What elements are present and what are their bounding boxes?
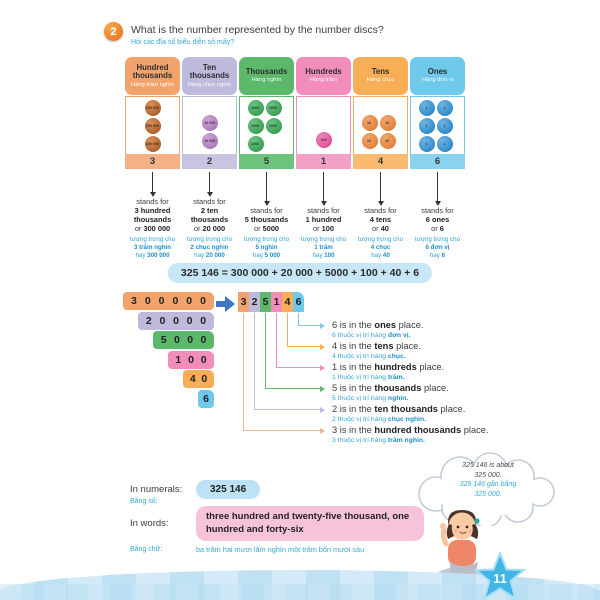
expanded-row: 2 0 0 0 0	[138, 312, 214, 330]
number-disc-1-icon: 1	[419, 118, 435, 134]
page-number: 11	[493, 571, 507, 586]
words-value-vietnamese: ba trăm hai mươi lăm nghìn một trăm bốn mươi sáu	[196, 545, 365, 554]
expanded-row: 5 0 0 0	[153, 331, 214, 349]
right-arrow-icon	[216, 296, 235, 317]
number-disc-1-icon: 1	[437, 118, 453, 134]
digit-cell: 6	[293, 292, 304, 312]
in-numerals-label: In numerals:	[130, 484, 183, 495]
column-header: Thousands Hàng nghìn	[239, 57, 294, 95]
number-disc-1-icon: 1	[437, 100, 453, 116]
number-disc-10-icon: 10	[362, 133, 378, 149]
column-header: Ten thousands Hàng chục nghìn	[182, 57, 237, 95]
place-line: 3 is in the hundred thousands place. 3 thuộc vị trí hàng trăm nghìn.	[332, 425, 489, 444]
number-disc-1000-icon: 1000	[266, 118, 282, 134]
number-disc-100000-icon: 100 000	[145, 136, 161, 152]
number-disc-1000-icon: 1000	[248, 136, 264, 152]
number-disc-100-icon: 100	[316, 132, 332, 148]
stands-for-hundred-thousands: stands for 3 hundred thousands or 300 000 tượng trưng cho 3 trăm nghìn hay 300 000	[125, 172, 180, 260]
number-disc-1-icon: 1	[419, 100, 435, 116]
column-header: Tens Hàng chục	[353, 57, 408, 95]
down-arrow-icon	[150, 172, 156, 197]
expanded-row: 4 0	[183, 370, 214, 388]
stands-for-row	[125, 172, 465, 260]
number-disc-100000-icon: 100 000	[145, 118, 161, 134]
in-numerals-label-vietnamese: Bằng số:	[130, 498, 158, 505]
column-header: Hundred thousands Hàng trăm nghìn	[125, 57, 180, 95]
number-disc-10000-icon: 10 000	[202, 115, 218, 131]
place-line: 6 is in the ones place. 6 thuộc vị trí hàng đơn vị.	[332, 320, 424, 339]
disc-area	[296, 96, 351, 154]
expanded-row: 1 0 0	[168, 351, 214, 369]
down-arrow-icon	[321, 172, 327, 206]
place-line: 5 is in the thousands place. 5 thuộc vị trí hàng nghìn.	[332, 383, 449, 402]
number-disc-1000-icon: 1000	[248, 118, 264, 134]
number-disc-10-icon: 10	[380, 133, 396, 149]
expanded-row: 3 0 0 0 0 0	[123, 292, 214, 310]
column-tens	[353, 57, 408, 169]
numerals-value: 325 146	[196, 480, 260, 499]
column-hundreds	[296, 57, 351, 169]
in-words-label: In words:	[130, 518, 169, 529]
disc-area	[182, 96, 237, 154]
thought-text: 325 146 is about 325 000. 325 146 gần bằng 325 000.	[459, 462, 517, 498]
digit-cell: 4	[282, 292, 293, 312]
expanded-row: 6	[198, 390, 214, 408]
place-line: 1 is in the hundreds place. 1 thuộc vị trí hàng trăm.	[332, 362, 445, 381]
digit-cell: 5	[260, 292, 271, 312]
place-line: 2 is in the ten thousands place. 2 thuộc vị trí hàng chục nghìn.	[332, 404, 466, 423]
expanded-form-bars	[122, 292, 214, 408]
down-arrow-icon	[378, 172, 384, 206]
stands-for-thousands: stands for 5 thousands or 5000 tượng trưng cho 5 nghìn hay 5 000	[239, 172, 294, 260]
page-number-star	[474, 552, 526, 600]
expansion-equation: 325 146 = 300 000 + 20 000 + 5000 + 100 + 40 + 6	[168, 263, 432, 283]
column-header: Ones Hàng đơn vị	[410, 57, 465, 95]
column-ones	[410, 57, 465, 169]
place-sentences	[332, 319, 572, 445]
disc-area	[410, 96, 465, 154]
disc-count: 2	[182, 154, 237, 169]
digit-cell: 3	[238, 292, 249, 312]
place-line: 4 is in the tens place. 4 thuộc vị trí hàng chục.	[332, 341, 421, 360]
question-text: What is the number represented by the number discs?	[131, 24, 384, 36]
disc-area	[353, 96, 408, 154]
down-arrow-icon	[264, 172, 270, 206]
number-disc-100000-icon: 100 000	[145, 100, 161, 116]
column-ten-thousands	[182, 57, 237, 169]
stands-for-ones: stands for 6 ones or 6 tượng trưng cho 6 đơn vị hay 6	[410, 172, 465, 260]
disc-count: 6	[410, 154, 465, 169]
number-disc-10-icon: 10	[380, 115, 396, 131]
words-value: three hundred and twenty-five thousand, one hundred and forty-six	[196, 506, 424, 541]
disc-count: 3	[125, 154, 180, 169]
disc-area	[125, 96, 180, 154]
number-disc-1000-icon: 1000	[248, 100, 264, 116]
number-disc-10000-icon: 10 000	[202, 133, 218, 149]
disc-count: 5	[239, 154, 294, 169]
question-text-vietnamese: Hỏi các đĩa số biểu diễn số mấy?	[131, 39, 235, 46]
question-number-badge: 2	[104, 22, 123, 41]
column-header: Hundreds Hàng trăm	[296, 57, 351, 95]
number-disc-1000-icon: 1000	[266, 100, 282, 116]
digit-cell: 2	[249, 292, 260, 312]
column-thousands	[239, 57, 294, 169]
in-words-label-vietnamese: Bằng chữ:	[130, 546, 163, 553]
number-disc-1-icon: 1	[437, 136, 453, 152]
number-disc-10-icon: 10	[362, 115, 378, 131]
column-hundred-thousands	[125, 57, 180, 169]
down-arrow-icon	[207, 172, 213, 197]
number-disc-1-icon: 1	[419, 136, 435, 152]
disc-area	[239, 96, 294, 154]
stands-for-tens: stands for 4 tens or 40 tượng trưng cho 4 chục hay 40	[353, 172, 408, 260]
down-arrow-icon	[435, 172, 441, 206]
stands-for-hundreds: stands for 1 hundred or 100 tượng trưng cho 1 trăm hay 100	[296, 172, 351, 260]
digit-cell: 1	[271, 292, 282, 312]
digit-row	[238, 292, 304, 312]
disc-count: 4	[353, 154, 408, 169]
disc-count: 1	[296, 154, 351, 169]
stands-for-ten-thousands: stands for 2 ten thousands or 20 000 tượng trưng cho 2 chục nghìn hay 20 000	[182, 172, 237, 260]
